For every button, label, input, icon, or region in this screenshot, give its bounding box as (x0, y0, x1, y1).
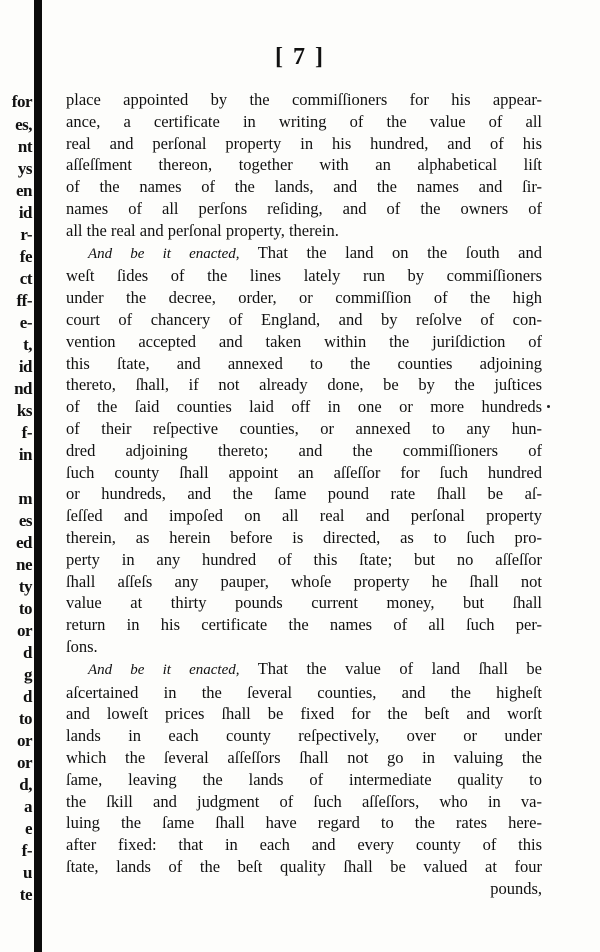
margin-fragment: for (11, 92, 32, 111)
text-line (66, 703, 542, 725)
text-line (66, 483, 542, 505)
margin-fragment: or (16, 621, 32, 640)
text-line (66, 396, 542, 418)
line-text: therein, as herein before is directed, as to ſuch pro- (66, 527, 542, 547)
text-line (66, 636, 542, 658)
margin-fragment: nt (17, 137, 32, 156)
margin-fragment: nd (14, 379, 32, 398)
text-line (66, 462, 542, 484)
text-line (66, 505, 542, 527)
margin-fragment: ne (16, 555, 32, 574)
margin-fragment: d, (19, 775, 32, 794)
margin-fragment: r- (20, 225, 32, 244)
margin-fragment: fe (19, 247, 32, 266)
line-text: names of all perſons reſiding, and of the owners of (66, 198, 542, 218)
text-line (66, 856, 542, 878)
margin-fragment: ff- (16, 291, 32, 310)
page-number: [ 7 ] (275, 44, 325, 70)
line-text: and loweſt prices ſhall be fixed for the beſt and worſt (66, 704, 542, 724)
text-line (66, 812, 542, 834)
margin-fragment: en (16, 181, 32, 200)
margin-fragment: to (18, 709, 32, 728)
line-text: ſhall aſſeſs any pauper, whoſe property he ſhall not (66, 571, 542, 591)
line-text: of the ſaid counties laid off in one or more hundreds (66, 397, 542, 417)
text-line (66, 331, 542, 353)
line-text: thereto, ſhall, if not already done, be by the juſtices (66, 375, 542, 395)
margin-fragment: f- (21, 423, 32, 442)
line-text: dred adjoining thereto; and the commiſſioners of (66, 440, 542, 460)
line-text: of the names of the lands, and the names and ſir- (66, 177, 542, 197)
line-text: lands in each county reſpectively, over or under (66, 726, 542, 746)
line-text: vention accepted and taken within the juriſdiction of (66, 331, 542, 351)
margin-fragment: ed (16, 533, 32, 552)
line-text: That the value of land ſhall be (239, 658, 542, 678)
line-text: which the ſeveral aſſeſſors ſhall not go in valuing the (66, 747, 542, 767)
line-text: under the decree, order, or commiſſion of the high (66, 288, 542, 308)
text-line (66, 133, 542, 155)
enacting-clause: And be it enacted, (88, 245, 240, 262)
line-text: the ſkill and judgment of ſuch aſſeſſors, who in va- (66, 791, 542, 811)
line-text: after fixed: that in each and every county of this (66, 835, 542, 855)
line-text: value at thirty pounds current money, but ſhall (66, 593, 542, 613)
text-line (66, 592, 542, 614)
margin-fragment: te (19, 885, 32, 904)
margin-fragment: id (18, 357, 32, 376)
text-line (66, 747, 542, 769)
margin-fragment: es, (15, 115, 32, 134)
text-line (66, 725, 542, 747)
line-text: That the land on the ſouth and (239, 242, 543, 262)
line-text: aſcertained in the ſeveral counties, and the higheſt (66, 682, 542, 702)
text-line (66, 527, 542, 549)
margin-fragment: or (16, 753, 32, 772)
line-text: this ſtate, and annexed to the counties adjoining (66, 353, 542, 373)
text-line (66, 374, 542, 396)
text-line (66, 287, 542, 309)
margin-fragment: id (18, 203, 32, 222)
margin-fragment: es (18, 511, 32, 530)
margin-fragment: d (23, 643, 32, 662)
line-text: court of chancery of England, and by reſolve of con- (66, 309, 542, 329)
margin-fragment: ct (19, 269, 32, 288)
body-text (66, 89, 542, 899)
margin-fragment: t, (23, 335, 32, 354)
line-text: place appointed by the commiſſioners for his appear- (66, 90, 542, 109)
line-text: ſeſſed and impoſed on all real and perſonal property (66, 506, 542, 526)
text-line (66, 878, 542, 900)
text-line (66, 176, 542, 198)
margin-fragment: f- (21, 841, 32, 860)
margin-fragment: to (18, 599, 32, 618)
line-text: ance, a certificate in writing of the value of all (66, 111, 542, 131)
line-text: ſons. (66, 636, 98, 656)
text-line (66, 154, 542, 176)
margin-fragment: e- (19, 313, 32, 332)
text-line (66, 220, 542, 242)
margin-fragment: in (18, 445, 32, 464)
text-line (66, 242, 542, 266)
text-line (66, 309, 542, 331)
margin-fragment: u (23, 863, 32, 882)
margin-fragment: m (18, 489, 32, 508)
text-line (66, 353, 542, 375)
margin-fragment: ty (18, 577, 32, 596)
line-text: return in his certificate the names of all ſuch per- (66, 615, 542, 635)
text-line (66, 418, 542, 440)
text-line (66, 769, 542, 791)
line-text: ſuch county ſhall appoint an aſſeſſor for ſuch hundred (66, 462, 542, 482)
margin-fragment: ks (16, 401, 32, 420)
margin-fragment: g (24, 665, 32, 684)
line-text: aſſeſſment thereon, together with an alphabetical liſt (66, 155, 542, 175)
margin-fragment: e (24, 819, 32, 838)
text-line (66, 682, 542, 704)
ink-speck (547, 405, 550, 408)
margin-fragment: or (16, 731, 32, 750)
text-line (66, 89, 542, 111)
line-text: of their reſpective counties, or annexed to any hun- (66, 418, 542, 438)
facing-page-margin (0, 0, 34, 952)
text-line (66, 614, 542, 636)
line-text: all the real and perſonal property, therein. (66, 220, 339, 240)
text-line (66, 440, 542, 462)
binding-gutter (34, 0, 42, 952)
text-line (66, 265, 542, 287)
text-line (66, 658, 542, 682)
line-text: perty in any hundred of this ſtate; but no aſſeſſor (66, 549, 542, 569)
line-text: luing the ſame ſhall have regard to the rates here- (66, 813, 542, 833)
text-line (66, 571, 542, 593)
margin-fragment: ys (17, 159, 32, 178)
text-line (66, 834, 542, 856)
line-text: pounds, (490, 878, 542, 898)
line-text: weſt ſides of the lines lately run by commiſſioners (66, 266, 542, 286)
margin-fragment: d (23, 687, 32, 706)
line-text: ſame, leaving the lands of intermediate quality to (66, 769, 542, 789)
text-line (66, 111, 542, 133)
line-text: or hundreds, and the ſame pound rate ſhall be aſ- (66, 484, 542, 504)
enacting-clause: And be it enacted, (88, 661, 240, 678)
line-text: real and perſonal property in his hundred, and of his (66, 133, 542, 153)
text-line (66, 549, 542, 571)
margin-fragment: a (24, 797, 32, 816)
text-line (66, 198, 542, 220)
text-line (66, 791, 542, 813)
line-text: ſtate, lands of the beſt quality ſhall be valued at four (66, 856, 542, 876)
